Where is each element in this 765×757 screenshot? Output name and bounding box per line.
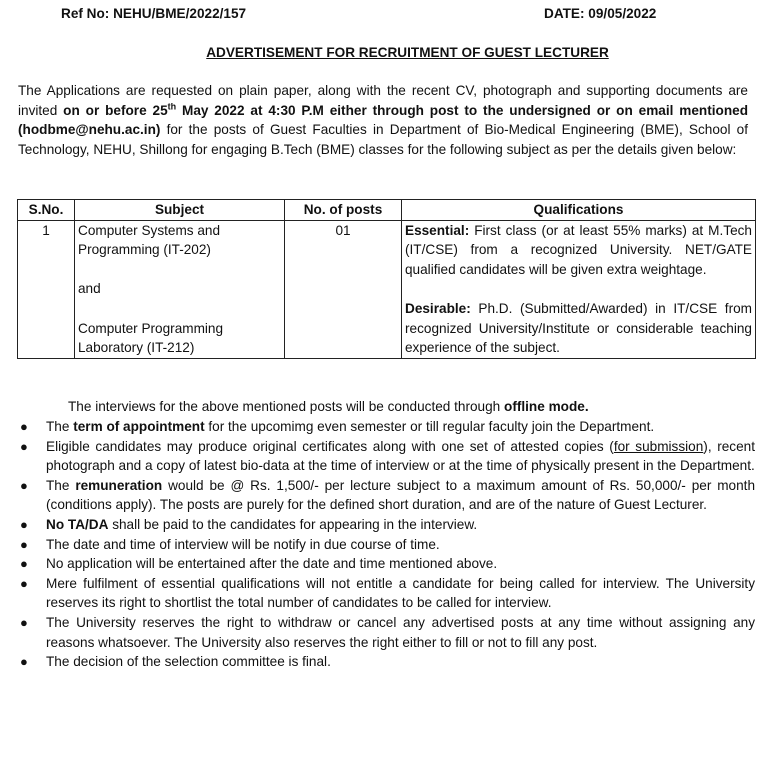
note-text: The date and time of interview will be notify in due course of time. (46, 536, 440, 552)
list-item (0, 613, 755, 652)
note-bold: remuneration (75, 477, 163, 493)
intro-paragraph (18, 81, 748, 159)
intro-deadline-2: May 2022 at 4:30 P.M either through post to the undersigned or on email mentioned (hodbme@nehu.ac.in) (18, 102, 749, 138)
header-sno: S.No. (18, 200, 75, 221)
bullet-icon: ● (20, 516, 28, 532)
cell-qualifications (402, 220, 756, 358)
subject-1: Computer Systems and Programming (IT-202) (78, 222, 221, 258)
note-text: would be @ Rs. 1,500/- per lecture subject to a maximum amount of Rs. 50,000/- per month (conditions apply). The posts are purely for the defined short duration, and are of the nature of Guest Lecturer. (46, 477, 756, 513)
note-text: shall be paid to the candidates for appearing in the interview. (108, 516, 478, 532)
cell-sno: 1 (18, 220, 75, 358)
note-text: The (46, 419, 74, 434)
intro-deadline-1: on or before 25 (63, 102, 168, 118)
table-row (18, 220, 756, 358)
essential-qualification (405, 221, 752, 280)
note-text: for the upcomimg even semester or till regular faculty join the Department. (204, 419, 655, 434)
list-item (0, 437, 755, 476)
cell-posts: 01 (285, 220, 402, 358)
note-text: No application will be entertained after the date and time mentioned above. (46, 556, 498, 572)
list-item (0, 417, 755, 437)
note-bold: No TA/DA (46, 516, 109, 532)
bullet-icon: ● (20, 438, 28, 454)
notes-list (0, 417, 755, 672)
desirable-qualification (405, 299, 752, 358)
intro-superscript: th (167, 101, 177, 112)
note-text: The decision of the selection committee is final. (46, 654, 331, 670)
list-item (0, 515, 755, 535)
header-posts: No. of posts (285, 200, 402, 221)
header-qualifications: Qualifications (402, 200, 756, 221)
interview-mode: offline mode. (504, 399, 589, 414)
list-item (0, 476, 755, 515)
note-text: ), recent photograph and a copy of latest bio-data at the time of interview or at the time of physically present in the Department. (46, 438, 755, 474)
desirable-text: Ph.D. (Submitted/Awarded) in IT/CSE from recognized University/Institute or considerable teaching experience of the subject. (405, 300, 752, 356)
reference-number: Ref No: NEHU/BME/2022/157 (61, 6, 247, 21)
note-text: Eligible candidates may produce original certificates along with one set of attested copies ( (46, 438, 614, 454)
list-item (0, 574, 755, 613)
note-text: Mere fulfilment of essential qualifications will not entitle a candidate for being called for interview. The University reserves its right to shortlist the total number of candidates to be called for interview. (46, 575, 755, 611)
list-item (0, 652, 755, 672)
list-item (0, 535, 755, 555)
bullet-icon: ● (20, 536, 28, 552)
list-item (0, 554, 755, 574)
note-text: The University reserves the right to withdraw or cancel any advertised posts at any time without assigning any reasons whatsoever. The University also reserves the right either to fill or not to fill any post. (46, 614, 755, 650)
desirable-label: Desirable: (405, 300, 471, 316)
note-bold: term of appointment (73, 419, 205, 434)
posts-table (17, 199, 756, 359)
intro-text-2: for the posts of Guest Faculties in Department of Bio-Medical Engineering (BME), School of Technology, NEHU, Shillong for engaging B.Tech (BME) classes for the following subject as per the details given below: (18, 122, 748, 157)
table-header-row (18, 200, 756, 221)
essential-text: First class (or at least 55% marks) at M.Tech (IT/CSE) from a recognized University. NET/GATE qualified candidates will be given extra weightage. (405, 222, 752, 277)
subject-2: Computer Programming Laboratory (IT-212) (78, 320, 224, 356)
document-date: DATE: 09/05/2022 (544, 6, 657, 21)
note-underlined: for submission (613, 438, 704, 454)
bullet-icon: ● (20, 614, 28, 630)
header-subject: Subject (75, 200, 285, 221)
bullet-icon: ● (20, 556, 28, 572)
interview-mode-text (68, 397, 589, 417)
bullet-icon: ● (20, 654, 28, 670)
bullet-icon: ● (20, 419, 28, 434)
bullet-icon: ● (20, 477, 28, 493)
interview-text: The interviews for the above mentioned posts will be conducted through (68, 399, 505, 414)
note-text: The (46, 477, 76, 493)
intro-text-1: The Applications are requested on plain paper, along with the recent CV, photograph and supporting documents are invited (18, 83, 748, 118)
cell-subject (75, 220, 285, 358)
page-title: ADVERTISEMENT FOR RECRUITMENT OF GUEST LECTURER (206, 45, 609, 60)
essential-label: Essential: (405, 222, 470, 238)
subject-and: and (78, 281, 101, 297)
bullet-icon: ● (20, 575, 28, 591)
